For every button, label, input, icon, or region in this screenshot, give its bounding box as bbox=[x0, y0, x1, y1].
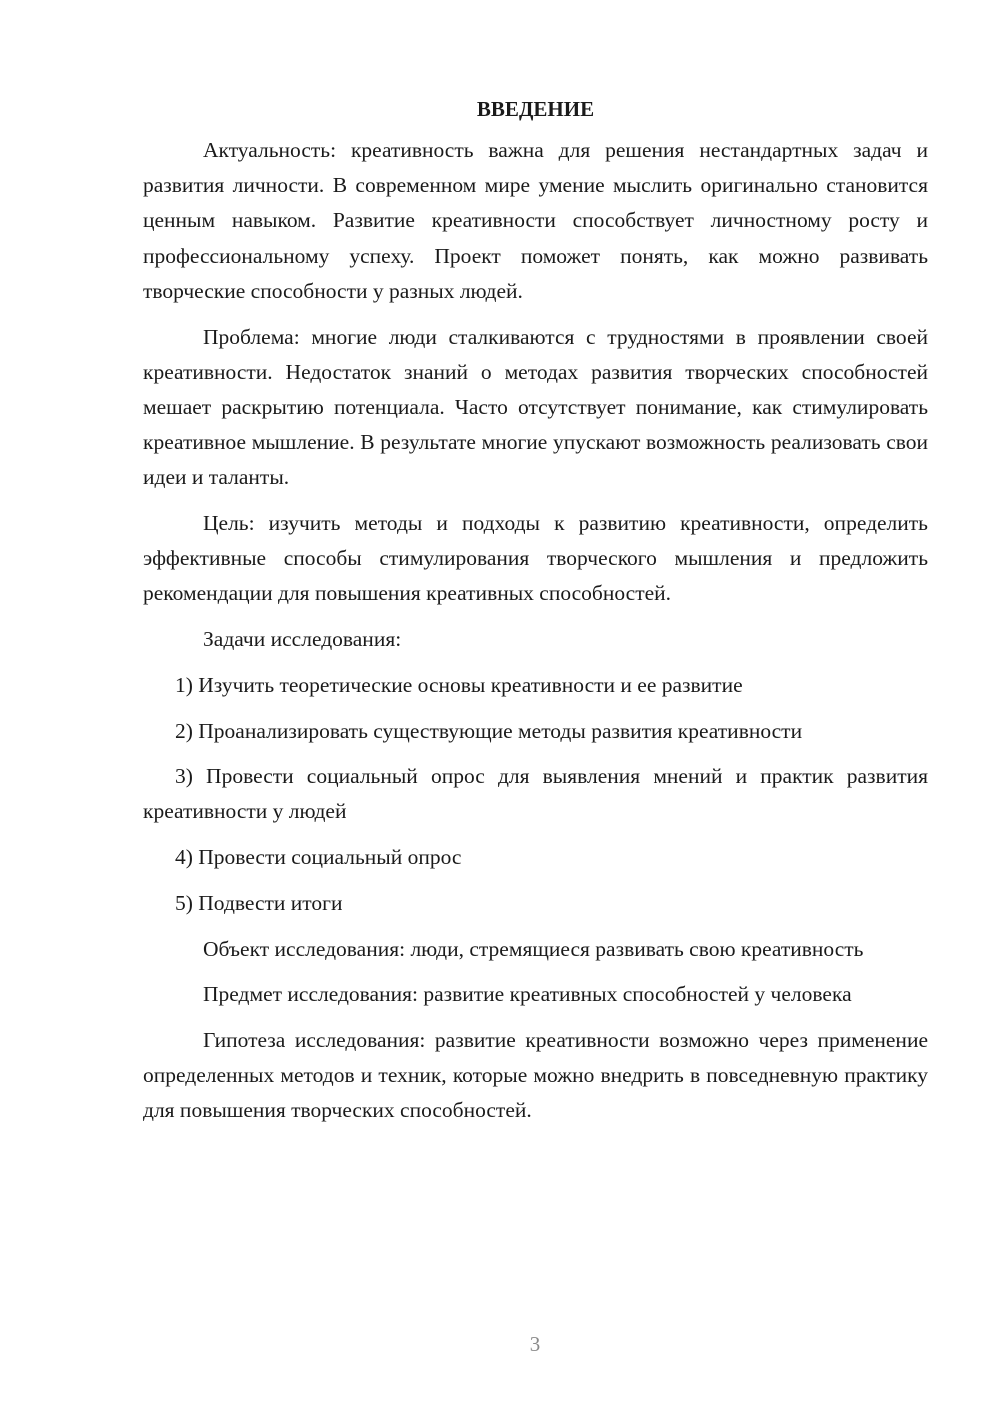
problem-paragraph: Проблема: многие люди сталкиваются с трудностями в проявлении своей креативности. Недостаток знаний о методах развития творческих способностей мешает раскрытию потенциала. Часто отсутствует понимание, как стимулировать креативное мышление. В результате многие упускают возможность реализовать свои идеи и таланты. bbox=[143, 324, 928, 490]
task-item: 3) Провести социальный опрос для выявления мнений и практик развития креативности у людей bbox=[143, 764, 928, 824]
section-heading: ВВЕДЕНИЕ bbox=[476, 97, 595, 121]
goal-paragraph: Цель: изучить методы и подходы к развитию креативности, определить эффективные способы стимулирования творческого мышления и предложить рекомендации для повышения креативных способностей. bbox=[143, 511, 928, 606]
task-item: 5) Подвести итоги bbox=[175, 890, 343, 915]
task-item: 4) Провести социальный опрос bbox=[175, 845, 462, 870]
task-item: 1) Изучить теоретические основы креативности и ее развитие bbox=[175, 672, 743, 697]
document-page bbox=[143, 92, 928, 1139]
hypothesis-paragraph: Гипотеза исследования: развитие креативности возможно через применение определенных методов и техник, которые можно внедрить в повседневную практику для повышения творческих способностей. bbox=[143, 1027, 928, 1123]
relevance-paragraph: Актуальность: креативность важна для решения нестандартных задач и развития личности. В современном мире умение мыслить оригинально становится ценным навыком. Развитие креативности способствует личностному росту и профессиональному успеху. Проект поможет понять, как можно развивать творческие способности у разных людей. bbox=[143, 138, 928, 303]
page-number: 3 bbox=[529, 1332, 541, 1356]
tasks-title: Задачи исследования: bbox=[203, 627, 402, 652]
task-item: 2) Проанализировать существующие методы развития креативности bbox=[175, 718, 803, 743]
subject-paragraph: Предмет исследования: развитие креативных способностей у человека bbox=[203, 982, 852, 1007]
object-paragraph: Объект исследования: люди, стремящиеся развивать свою креативность bbox=[203, 936, 864, 961]
